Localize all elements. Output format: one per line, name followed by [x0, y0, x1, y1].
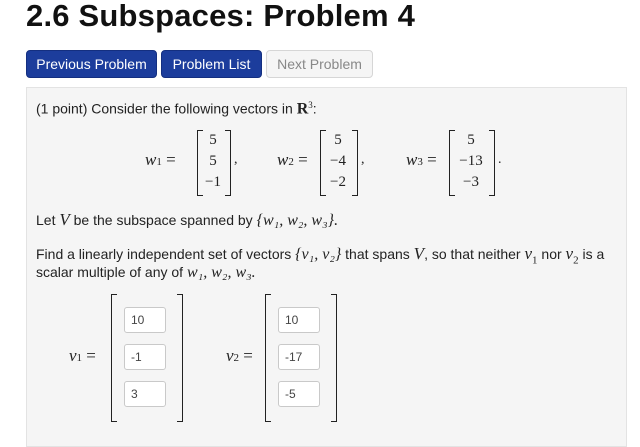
v-symbol: V — [413, 244, 425, 263]
v2-entry-2[interactable] — [278, 344, 320, 370]
w-list: w₁, w₂, w₃. — [186, 264, 256, 281]
span-set: {w₁, w₂, w₃}. — [256, 212, 339, 229]
w3-sub: 3 — [417, 156, 423, 168]
subspace-statement — [36, 210, 338, 230]
v1-left-bracket — [111, 294, 117, 422]
v1-symbol: $v_1$ — [524, 244, 538, 267]
v2-right-bracket — [331, 294, 337, 422]
v-symbol: V — [59, 210, 70, 229]
answer-set: {v₁, v₂} — [295, 246, 342, 263]
previous-problem-button[interactable]: Previous Problem — [26, 50, 157, 78]
space-symbol: R — [296, 100, 309, 118]
w1-right-bracket — [225, 130, 231, 196]
w1-entry: 5 — [209, 132, 217, 148]
v1-entry-1[interactable] — [124, 307, 166, 333]
w2-separator: , — [361, 152, 365, 167]
intro-text: (1 point) Consider the following vectors in — [36, 100, 293, 117]
w1-entry: 5 — [209, 153, 217, 169]
w1-name: w — [145, 150, 157, 169]
w3-label: w3 = — [406, 150, 437, 169]
let-text: Let — [36, 212, 56, 228]
v2-label: v2 = — [226, 346, 253, 365]
v2-symbol: $v_2$ — [565, 244, 579, 267]
w1-vector — [199, 130, 227, 193]
problem-panel — [26, 87, 627, 447]
w3-name: w — [406, 150, 418, 169]
w1-sub: 1 — [156, 156, 162, 168]
w3-separator: . — [498, 152, 502, 167]
w3-entry: −3 — [463, 174, 479, 190]
subspace-text: be the subspace spanned by — [73, 212, 253, 228]
v1-right-bracket — [177, 294, 183, 422]
w2-right-bracket — [352, 130, 358, 196]
w2-entry: −2 — [330, 174, 346, 190]
task-text-e: is a — [582, 246, 605, 262]
w2-entry: 5 — [334, 132, 342, 148]
w1-separator: , — [234, 152, 238, 167]
w3-right-bracket — [489, 130, 495, 196]
w1-entry: −1 — [205, 174, 221, 190]
task-text-f: scalar multiple of any of — [36, 264, 184, 280]
v1-label: v1 = — [69, 346, 96, 365]
page-title: 2.6 Subspaces: Problem 4 — [26, 0, 416, 33]
w3-entry: 5 — [467, 132, 475, 148]
space-exponent: 3 — [308, 100, 313, 110]
intro-colon: : — [312, 100, 317, 117]
problem-intro — [36, 100, 317, 119]
w2-vector — [323, 130, 353, 193]
w1-label: w1 = — [145, 150, 176, 169]
task-line-2 — [36, 264, 256, 282]
v2-entry-1[interactable] — [278, 307, 320, 333]
v2-entry-3[interactable] — [278, 381, 320, 407]
w3-vector — [452, 130, 490, 193]
task-text-a: Find a linearly independent set of vectors — [36, 246, 292, 262]
task-text-d: nor — [541, 246, 562, 262]
task-text-c: , so that neither — [424, 246, 521, 262]
v2-left-bracket — [265, 294, 271, 422]
w2-label: w2 = — [277, 150, 308, 169]
v1-entry-3[interactable] — [124, 381, 166, 407]
problem-list-button[interactable]: Problem List — [161, 50, 262, 78]
w3-entry: −13 — [459, 153, 483, 169]
w2-sub: 2 — [288, 156, 294, 168]
next-problem-button[interactable]: Next Problem — [266, 50, 373, 78]
w2-name: w — [277, 150, 289, 169]
w2-entry: −4 — [330, 153, 346, 169]
v1-entry-2[interactable] — [124, 344, 166, 370]
task-text-b: that spans — [345, 246, 410, 262]
